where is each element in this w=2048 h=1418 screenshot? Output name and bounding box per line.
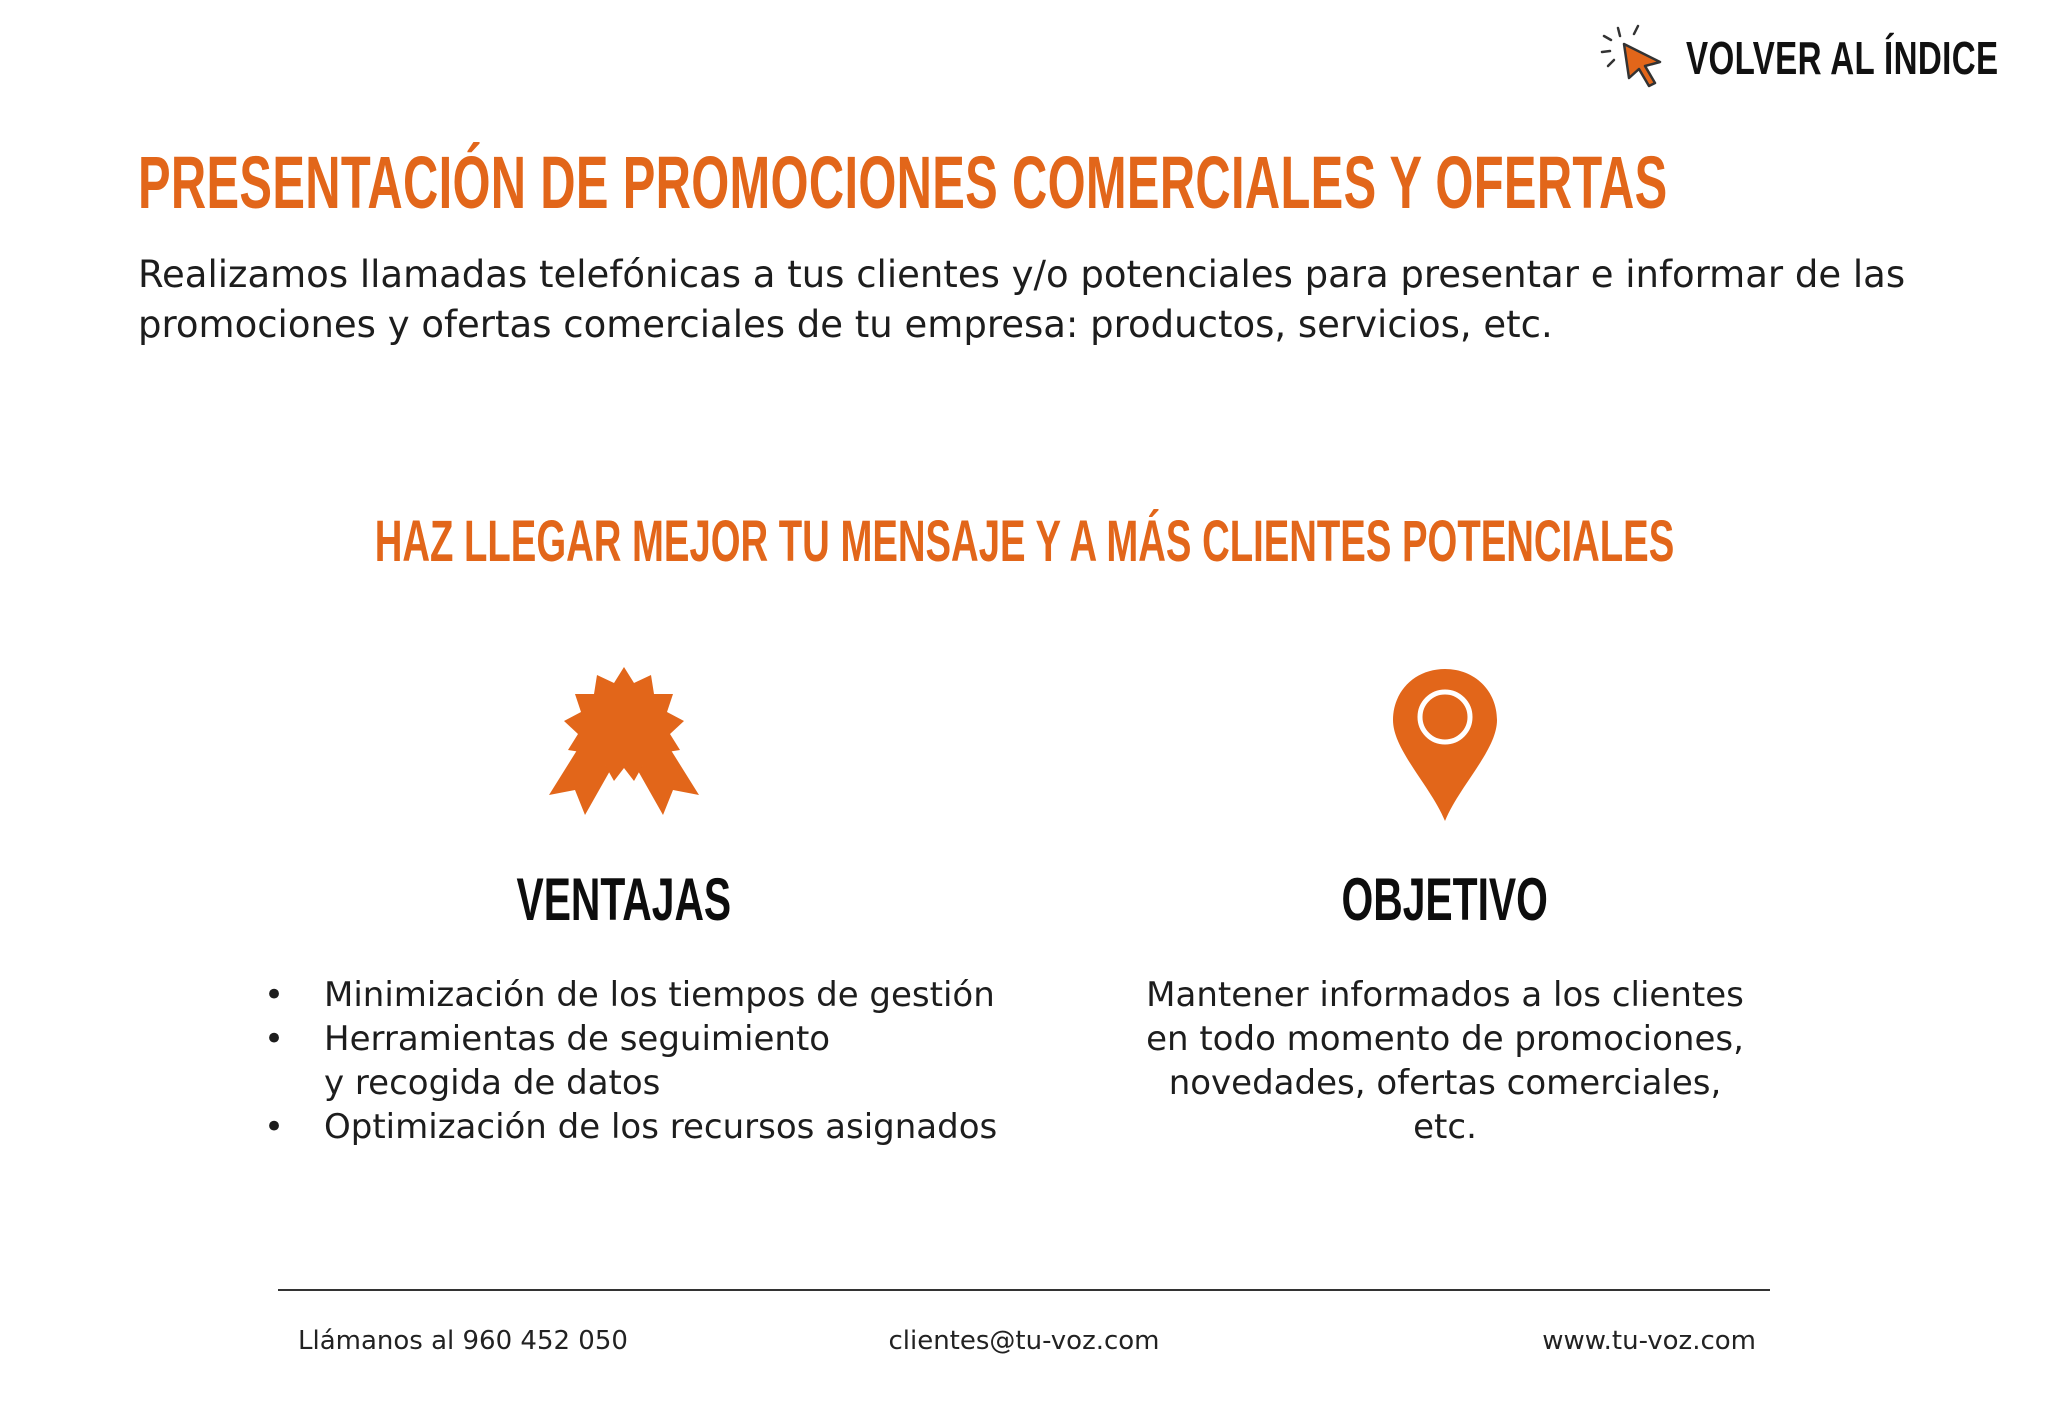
list-item: • Herramientas de seguimiento y recogida de datos <box>244 1017 844 1105</box>
objetivo-heading <box>1065 865 1825 934</box>
map-pin-icon <box>1390 665 1500 825</box>
footer-email[interactable]: clientes@tu-voz.com <box>888 1326 1160 1356</box>
objetivo-heading-text: OBJETIVO <box>1341 866 1549 933</box>
intro-paragraph: Realizamos llamadas telefónicas a tus clientes y/o potenciales para presentar e informar de las promociones y ofertas comerciales de tu empresa: productos, servicios, etc. <box>138 253 1906 346</box>
ventajas-column <box>244 665 1004 1147</box>
back-to-index-link[interactable] <box>1598 20 1999 96</box>
footer-website[interactable]: www.tu-voz.com <box>1542 1326 1756 1356</box>
page-title: PRESENTACIÓN DE PROMOCIONES COMERCIALES Y OFERTAS <box>138 141 1668 224</box>
list-item: • Optimización de los recursos asignados <box>244 1105 997 1149</box>
footer-phone: Llámanos al 960 452 050 <box>298 1326 628 1356</box>
objetivo-column <box>1065 665 1825 1147</box>
section-subtitle-text: HAZ LLEGAR MEJOR TU MENSAJE Y A MÁS CLIENTES POTENCIALES <box>374 509 1674 574</box>
ventajas-list <box>244 973 997 1149</box>
ventajas-heading-text: VENTAJAS <box>516 866 732 933</box>
list-item: • Minimización de los tiempos de gestión <box>244 973 997 1017</box>
objetivo-text: Mantener informados a los clientes en todo momento de promociones, novedades, ofertas comerciales, etc. <box>1146 975 1744 1147</box>
cursor-click-icon <box>1598 20 1674 96</box>
back-to-index-label[interactable]: VOLVER AL ÍNDICE <box>1686 32 1999 84</box>
award-badge-icon <box>539 665 709 825</box>
ventajas-heading <box>244 865 1004 934</box>
footer-divider <box>278 1289 1770 1291</box>
section-subtitle <box>0 508 2048 575</box>
